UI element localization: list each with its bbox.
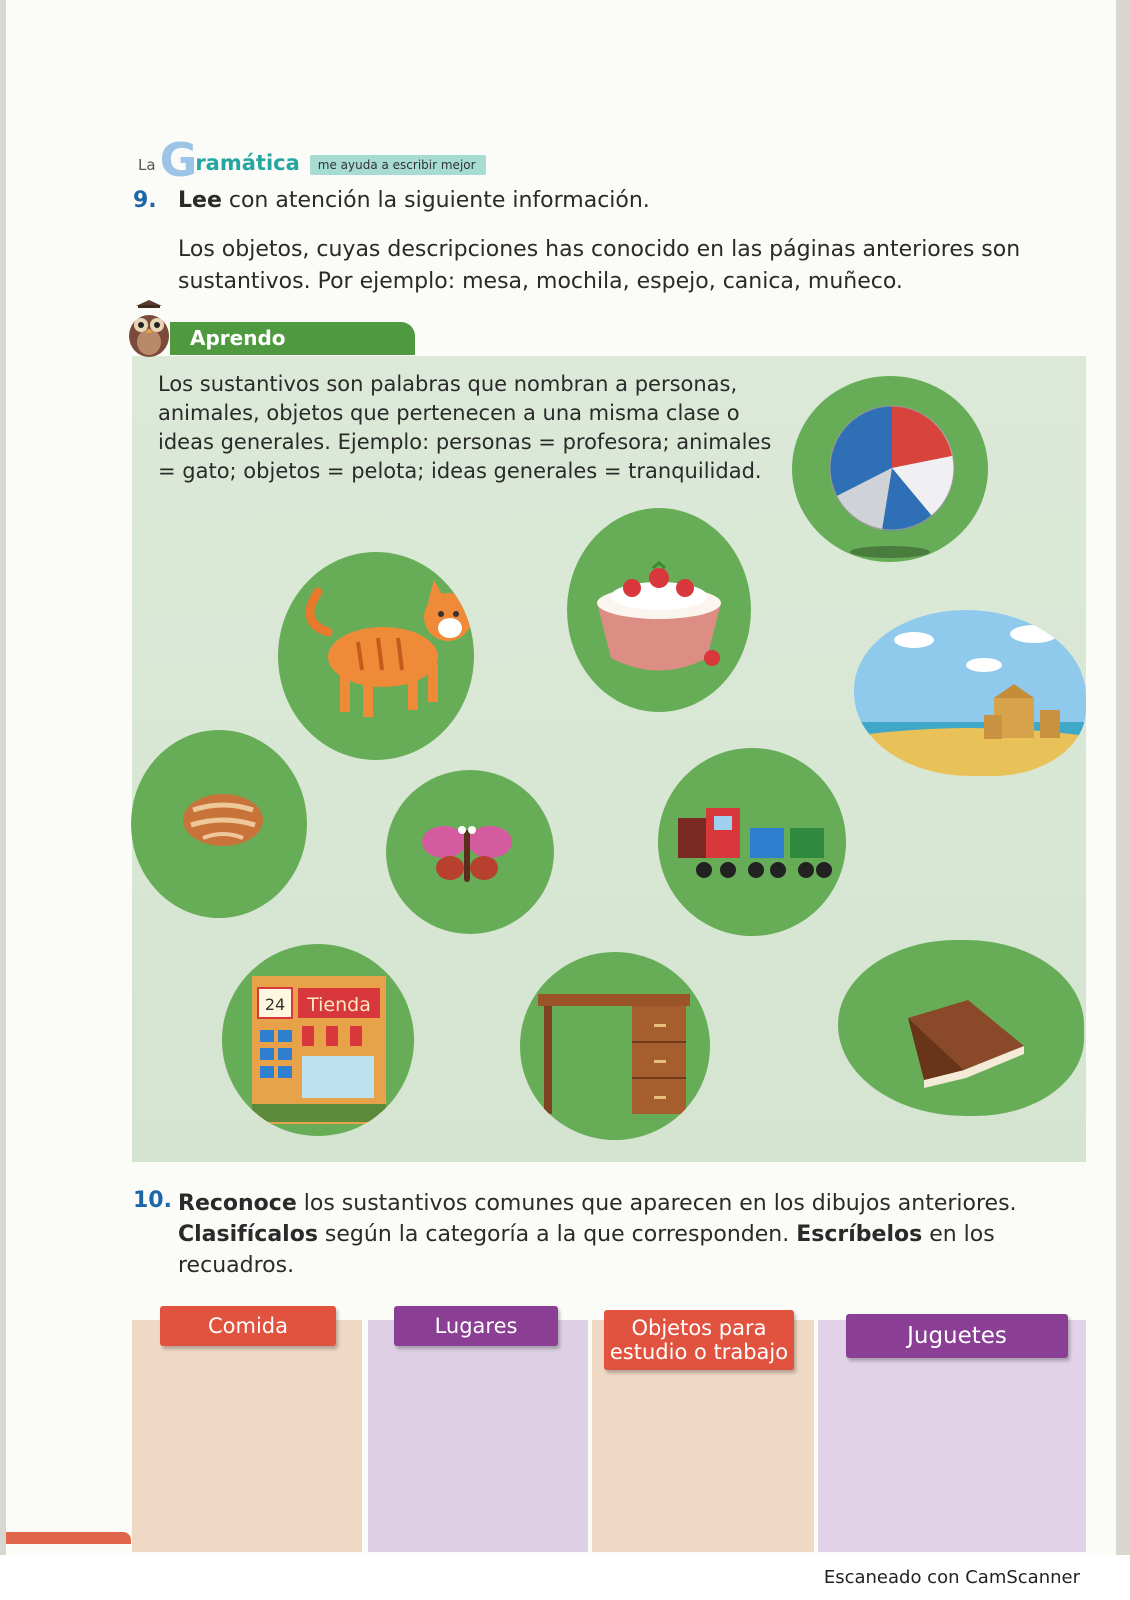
category-label-objetos: Objetos para estudio o trabajo: [604, 1310, 794, 1370]
toy-train-icon: [658, 748, 846, 936]
beach-ball-icon: [792, 376, 988, 562]
section-header: [138, 133, 486, 187]
butterfly-illustration: [386, 770, 554, 934]
scanner-watermark: Escaneado con CamScanner: [823, 1567, 1080, 1588]
train-illustration: [658, 748, 846, 936]
store-sign-text: Tienda: [307, 994, 371, 1016]
category-box-lugares[interactable]: [368, 1320, 588, 1552]
question-10-verb-escribelos: Escríbelos: [796, 1222, 923, 1247]
question-9-number: 9.: [133, 188, 157, 213]
question-10-number: 10.: [133, 1188, 172, 1213]
beach-sandcastle-illustration: [854, 610, 1086, 776]
desk-icon: [520, 952, 710, 1140]
book-illustration: [838, 940, 1084, 1116]
bread-icon: [131, 730, 307, 918]
aprendo-definition: Los sustantivos son palabras que nombran a personas, animales, objetos que pertenecen a una misma clase o ideas generales. Ejemplo: personas = profesora; animales = gato; objetos = pelota; ideas generales = tranquilidad.: [158, 372, 772, 483]
butterfly-icon: [386, 770, 554, 934]
header-g-letter: G: [159, 133, 198, 187]
question-10-verb-reconoce: Reconoce: [178, 1191, 297, 1216]
store-icon: [222, 944, 414, 1136]
bread-illustration: [131, 730, 307, 918]
store-illustration: [222, 944, 414, 1136]
question-10-text-3: en los recuadros.: [178, 1222, 995, 1278]
page-edge-strip: [6, 1532, 131, 1544]
question-10-text-2: según la categoría a la que corresponden.: [317, 1222, 797, 1247]
answer-area-lugares[interactable]: [368, 1320, 588, 1552]
category-label-comida: Comida: [160, 1306, 336, 1346]
store-number-text: 24: [264, 995, 286, 1014]
ball-illustration: [792, 376, 988, 562]
owl-icon: [122, 300, 176, 358]
aprendo-tab: Aprendo: [170, 322, 415, 355]
cat-illustration: [278, 552, 474, 760]
question-9-instruction: [178, 188, 650, 213]
sandcastle-icon: [854, 610, 1086, 776]
cat-icon: [278, 552, 474, 760]
question-10-text-1: los sustantivos comunes que aparecen en los dibujos anteriores.: [296, 1191, 1017, 1216]
strawberry-dessert-icon: [567, 508, 751, 712]
question-9-text: con atención la siguiente información.: [221, 188, 650, 213]
category-box-comida[interactable]: [132, 1320, 362, 1552]
question-9-verb: Lee: [178, 188, 222, 213]
header-la: La: [138, 156, 156, 174]
header-gramatica: ramática: [195, 151, 300, 175]
question-9-paragraph: Los objetos, cuyas descripciones has conocido en las páginas anteriores son sustantivos. Por ejemplo: mesa, mochila, espejo, canica, muñeco.: [178, 237, 1021, 294]
answer-area-comida[interactable]: [132, 1320, 362, 1552]
dessert-illustration: [567, 508, 751, 712]
header-tagline: me ayuda a escribir mejor: [310, 155, 486, 175]
category-label-lugares: Lugares: [394, 1306, 558, 1346]
category-label-juguetes: Juguetes: [846, 1314, 1068, 1358]
book-icon: [838, 940, 1084, 1116]
question-10-instruction: [178, 1188, 1038, 1281]
desk-illustration: [520, 952, 710, 1140]
question-10-verb-clasificalos: Clasifícalos: [178, 1222, 318, 1247]
